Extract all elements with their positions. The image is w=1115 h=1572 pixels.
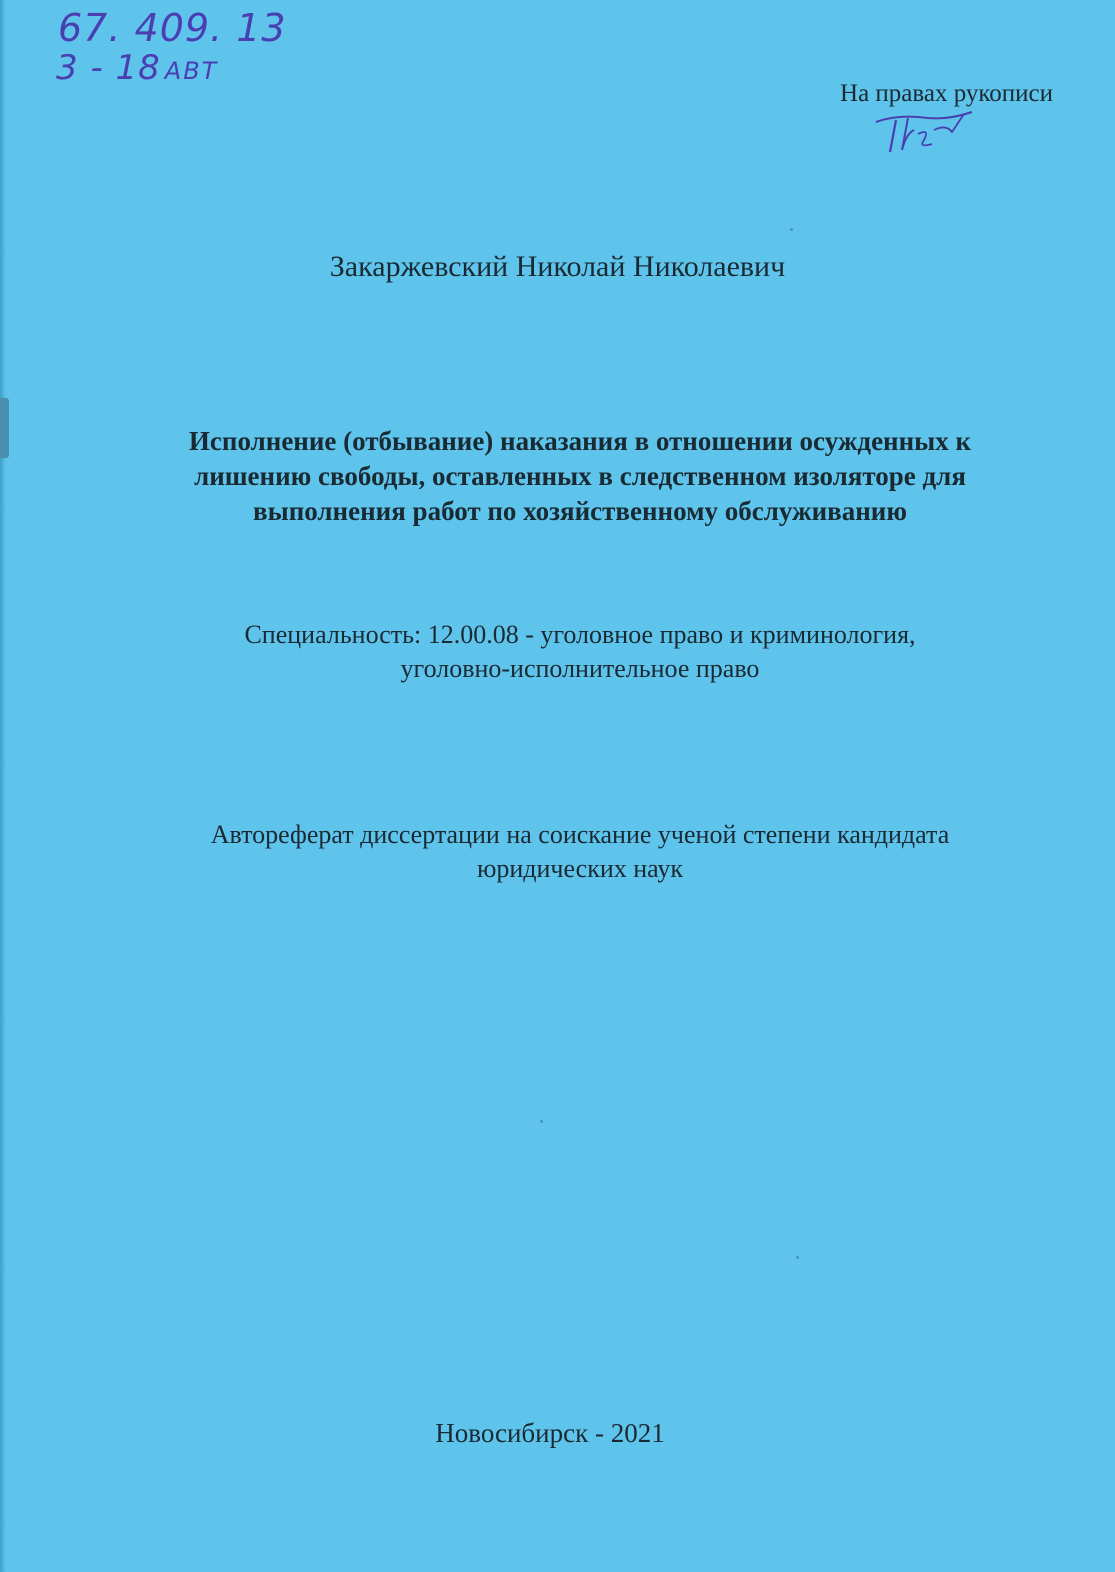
staple-mark: [0, 398, 9, 458]
handwritten-signature-icon: [868, 104, 978, 164]
author-name: Закаржевский Николай Николаевич: [329, 250, 786, 283]
paper-speck: [796, 1256, 799, 1259]
title-line: выполнения работ по хозяйственному обслуживанию: [253, 496, 907, 526]
paper-speck: [540, 1120, 543, 1123]
title-line: лишению свободы, оставленных в следственном изоляторе для: [194, 461, 966, 491]
binding-edge: [0, 0, 6, 1572]
title-line: Исполнение (отбывание) наказания в отношении осужденных к: [188, 426, 972, 456]
specialty: [130, 618, 1030, 686]
abstract-description: [130, 818, 1030, 886]
manuscript-note: На правах рукописи: [840, 80, 1053, 107]
call-number-line2: [56, 48, 218, 88]
paper-speck: [790, 228, 793, 231]
abstract-line: Автореферат диссертации на соискание ученой степени кандидата: [210, 820, 950, 849]
city-year: Новосибирск - 2021: [435, 1418, 665, 1448]
specialty-line: уголовно-исполнительное право: [400, 654, 760, 683]
call-number-suffix: АВТ: [164, 57, 219, 85]
dissertation-title: [130, 424, 1030, 529]
specialty-line: Специальность: 12.00.08 - уголовное право и криминология,: [244, 620, 916, 649]
call-number-line1: 67. 409. 13: [58, 6, 287, 50]
call-number-prefix: 3 - 18: [56, 48, 161, 88]
abstract-line: юридических наук: [476, 854, 684, 883]
